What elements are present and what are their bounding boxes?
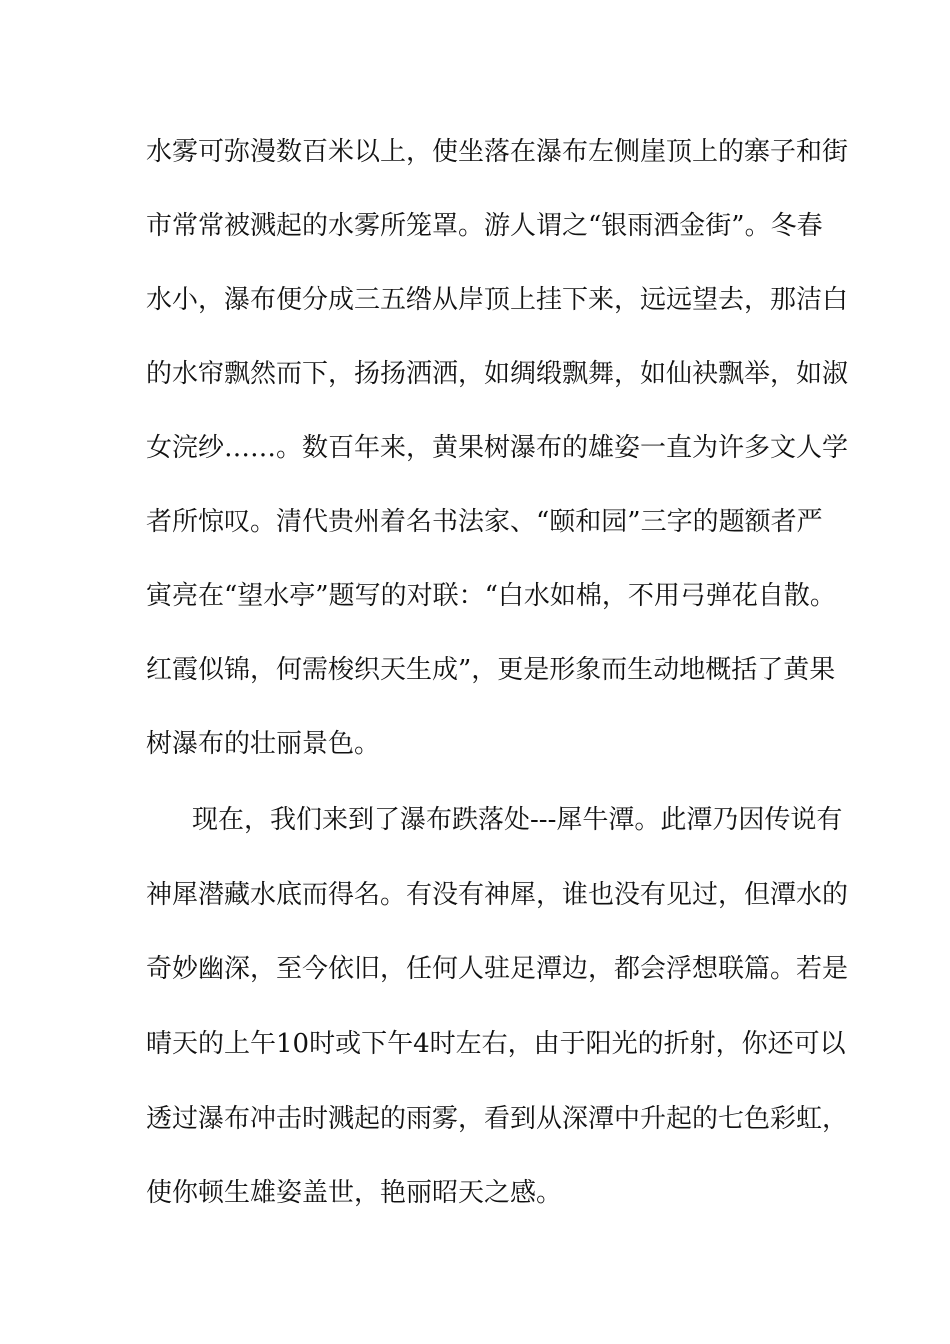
text-line: 女浣纱……。数百年来，黄果树瀑布的雄姿一直为许多文人学 [146,433,849,463]
text-line: 树瀑布的壮丽景色。 [146,729,381,759]
text-line: 寅亮在“望水亭”题写的对联：“白水如棉，不用弓弹花自散。 [146,581,836,611]
text-line: 红霞似锦，何需梭织天生成”，更是形象而生动地概括了黄果 [146,655,836,685]
text-line: 市常常被溅起的水雾所笼罩。游人谓之“银雨洒金街”。冬春 [146,211,823,241]
text-line: 水雾可弥漫数百米以上，使坐落在瀑布左侧崖顶上的寨子和街 [146,137,849,167]
text-line: 者所惊叹。清代贵州着名书法家、“颐和园”三字的题额者严 [146,507,823,537]
text-line: 透过瀑布冲击时溅起的雨雾，看到从深潭中升起的七色彩虹， [146,1104,849,1134]
text-line: 奇妙幽深，至今依旧，任何人驻足潭边，都会浮想联篇。若是 [146,954,849,984]
text-line: 神犀潜藏水底而得名。有没有神犀，谁也没有见过，但潭水的 [146,880,849,910]
text-line: 使你顿生雄姿盖世，艳丽昭天之感。 [146,1178,563,1208]
text-line: 晴天的上午10时或下午4时左右，由于阳光的折射，你还可以 [146,1029,846,1059]
paragraph-first-line: 现在，我们来到了瀑布跌落处---犀牛潭。此潭乃因传说有 [192,805,843,835]
text-line: 的水帘飘然而下，扬扬洒洒，如绸缎飘舞，如仙袂飘举，如淑 [146,359,849,389]
text-line: 水小，瀑布便分成三五绺从岸顶上挂下来，远远望去，那洁白 [146,285,849,315]
